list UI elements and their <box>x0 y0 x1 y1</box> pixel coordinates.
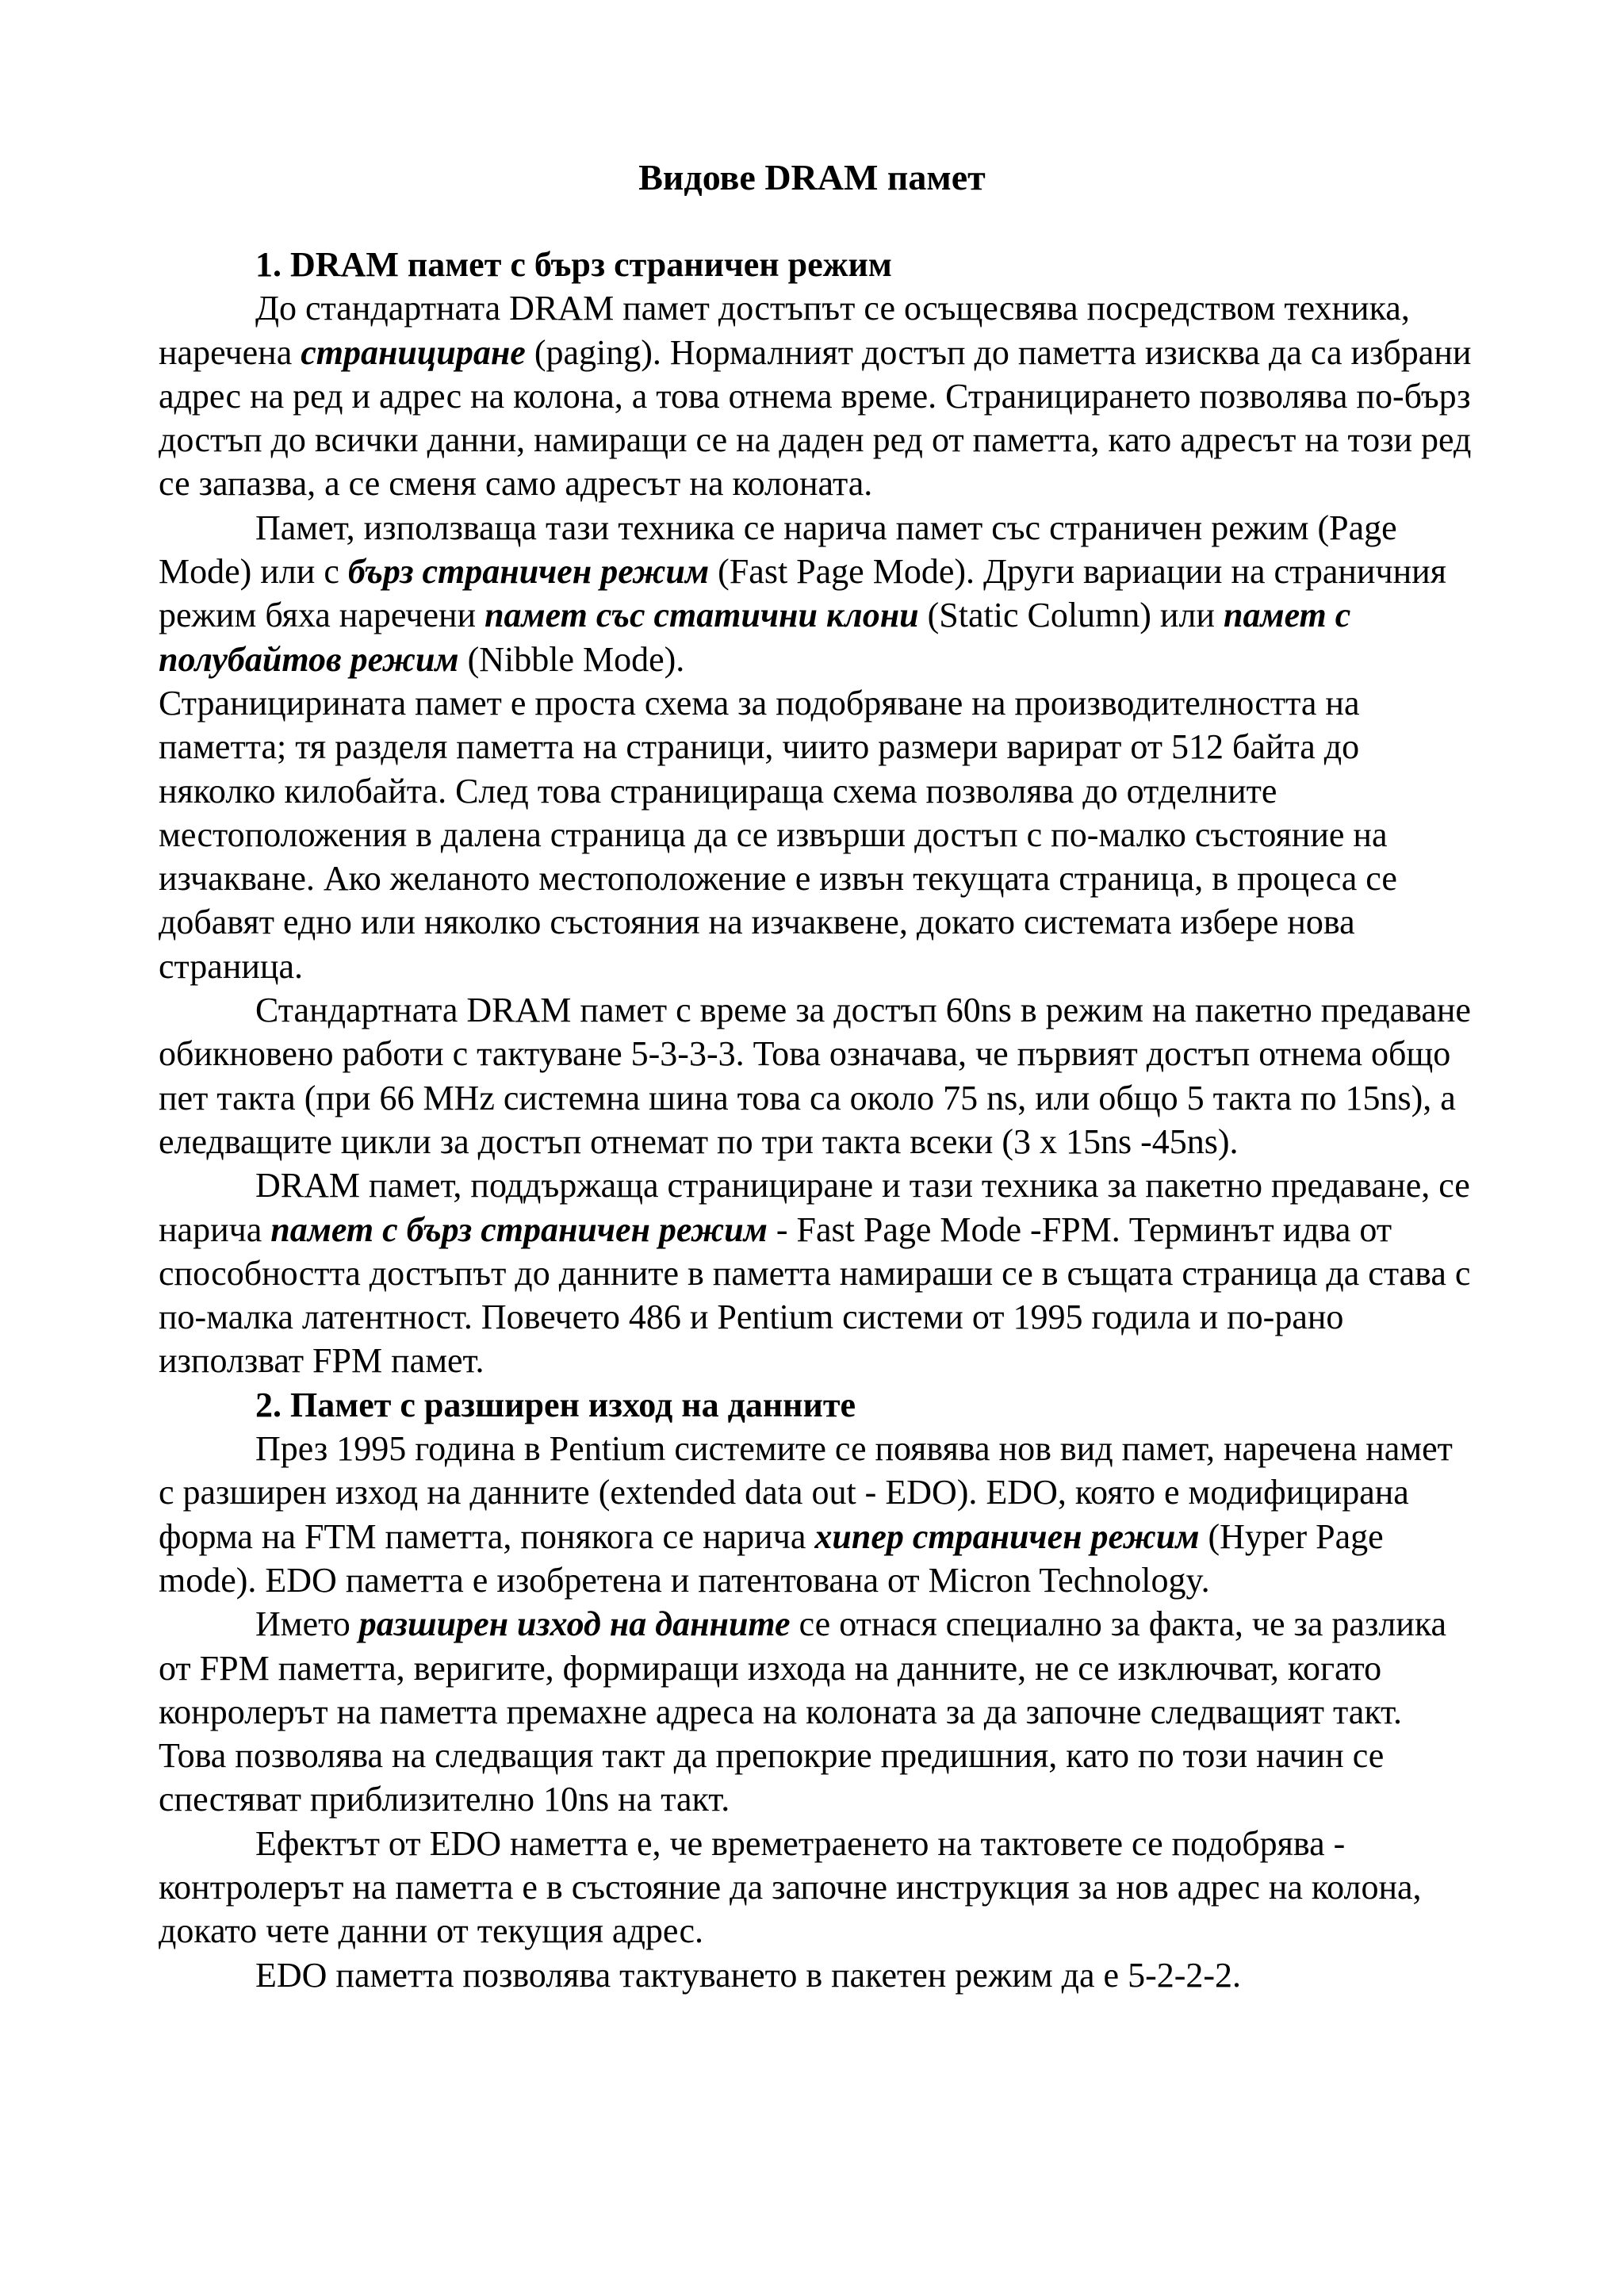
paragraph <box>159 1427 1475 1602</box>
paragraph <box>159 286 1475 505</box>
emphasized-term: разширен изход на данните <box>358 1604 791 1644</box>
paragraph-text: (paging). Нормалният достъп до паметта изисква да са избрани адрес на ред и адрес на колона, а това отнема време. Страницирането позволява по-бърз достъп до всички данни, намиращи се на даден ред от паметта, като адресът на този ред се запазва, а се сменя само адресът на колоната. <box>159 332 1472 504</box>
paragraph-text: (Fast Page Mode). Други вариации на страничния режим бяха наречени <box>159 552 1446 635</box>
section-heading-1: 1. DRAM памет с бърз страничен режим <box>255 245 892 284</box>
paragraph <box>159 506 1475 681</box>
emphasized-term: страницирaне <box>301 332 526 372</box>
emphasized-term: бърз страничен режим <box>347 552 710 592</box>
paragraph <box>159 1163 1475 1382</box>
paragraph: EDO паметта позволява тактуването в пакетен режим да е 5-2-2-2. <box>255 1955 1242 1995</box>
paragraph: Стандартната DRAM памет с време за достъп 60ns в режим на пакетно предаване обикновено работи с тактуване 5-3-3-3. Това означава, че първият достъп отнема общо пет такта (при 66 MHz системна шина това са около 75 ns, или общо 5 такта по 15ns), а еледващите цикли за достъп отнемат по три такта всеки (3 x 15ns -45ns). <box>159 991 1471 1161</box>
paragraph-text: - Fast Page Mode -FPM. Терминът идва от способността достъпът до данните в паметта намираши се в същата страница да става с по-малка латентност. Повечето 486 и Pentium системи от 1995 годила и по-рано използват FPM памет. <box>159 1209 1471 1381</box>
paragraph-text: До стандартната DRAM памет достъпът се осъщесвява посредством техника, наречена <box>159 289 1410 372</box>
paragraph-text: Името <box>255 1604 359 1644</box>
paragraph-text: (Nibble Mode). <box>458 639 685 679</box>
emphasized-term: памет с полубайтов режим <box>159 596 1351 679</box>
paragraph: Ефектът от EDO наметта е, че времетраенето на тактовете се подобрява - контролерът на паметта е в състояние да започне инструкция за нов адрес на колона, докато чете данни от текущия адрес. <box>159 1823 1422 1951</box>
paragraph-text: Памет, използваща тази техника се нарича памет със страничен режим (Page Mode) или с <box>159 508 1397 592</box>
section-heading-2: 2. Памет с разширен изход на данните <box>255 1385 856 1424</box>
emphasized-term: памет с бърз страничен режим <box>270 1209 768 1249</box>
paragraph <box>159 1602 1475 1821</box>
paragraph-text: (Hyper Page mode). EDO паметта е изобретена и патентована от Micron Technology. <box>159 1516 1384 1600</box>
emphasized-term: памет със статични клони <box>485 596 919 635</box>
paragraph-text: През 1995 година в Pentium системите се появява нов вид памет, наречена намет с разширен изход на данните (extended data out - EDO). EDO, която е модифицирана форма на FTM паметта, понякога се нарича <box>159 1429 1453 1556</box>
paragraph-text: (Static Column) или <box>918 596 1224 635</box>
document-title: Видове DRAM памет <box>638 157 986 197</box>
document-body <box>159 243 1475 1997</box>
paragraph: Странициринaта памет е проста схема за подобряване на производителността на паметта; тя разделя паметта на страници, чиито размери варират от 512 байта до няколко килобайта. След това страницираща схема позволява до отделните местоположения в далена страница да се извърши достъп с по-малко състояние на изчакване. Ако желаното местоположение е извън текущата страница, в процеса се добавят едно или няколко състояния на изчаквене, докато системата избере нова страница. <box>159 683 1397 986</box>
emphasized-term: хипер страничен режим <box>814 1516 1200 1556</box>
paragraph-text: се отнася специално за факта, че за разлика от FPM паметта, веригите, формиращи изхода на данните, не се изключват, когато конролерът на паметта премахне адреса на колоната за да започне следващият такт. Това позволява на следващия такт да препокрие предишния, като по този начин се спестяват приблизително 10ns на такт. <box>159 1604 1447 1819</box>
paragraph-text: DRAM памет, поддържаща страницирaне и тази техника за пакетно предаване, се нарича <box>159 1166 1470 1249</box>
